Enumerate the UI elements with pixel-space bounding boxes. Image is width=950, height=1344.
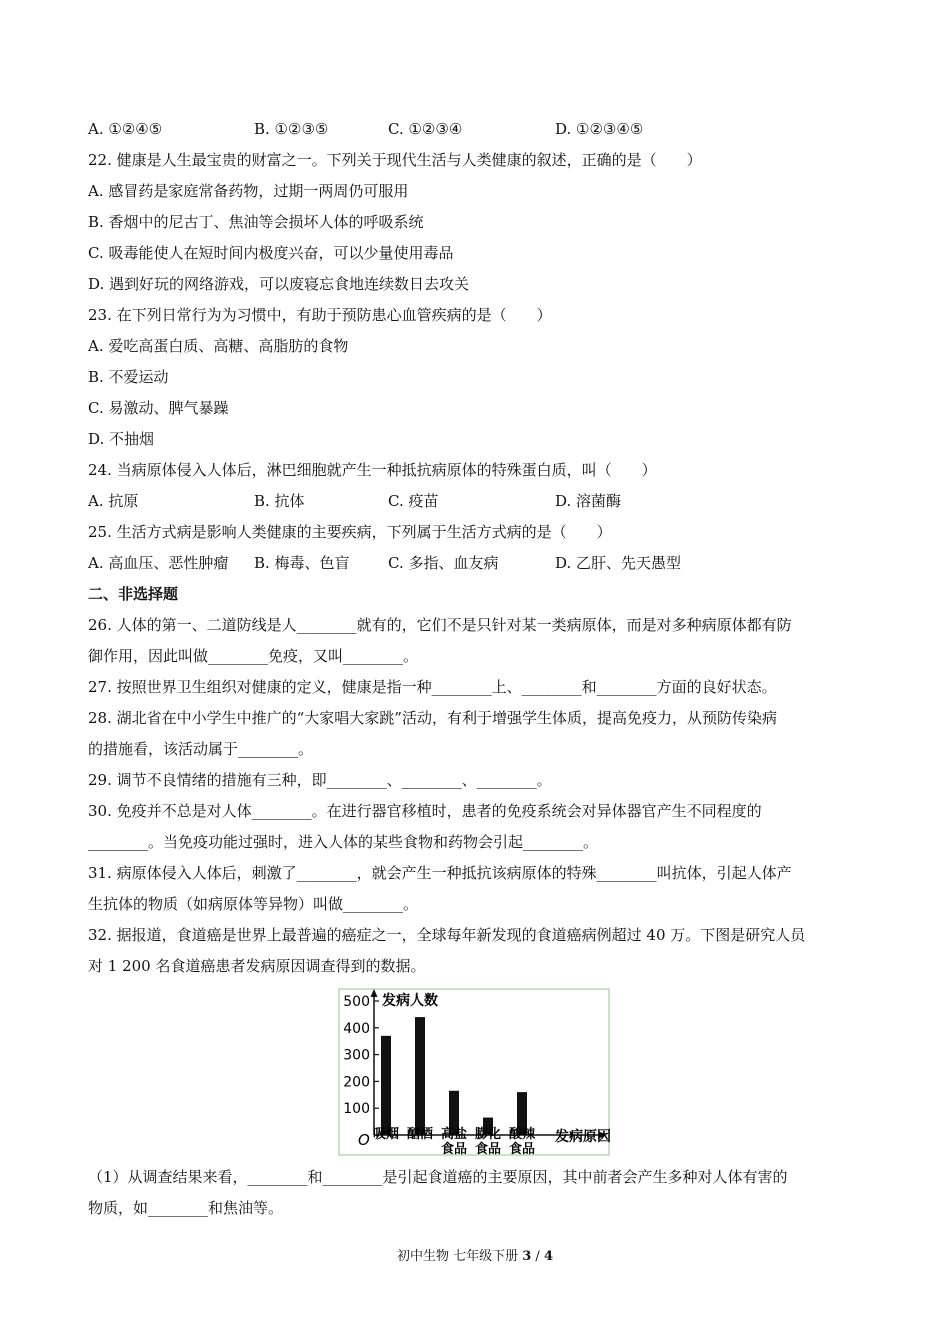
q32-line-2: 对 1 200 名食道癌患者发病原因调查得到的数据。 (88, 957, 426, 975)
q25-option-b: B. 梅毒、色盲 (254, 554, 350, 572)
q21-option-d: D. ①②③④⑤ (555, 120, 644, 138)
origin-label: O (358, 1131, 370, 1149)
q24-stem: 24. 当病原体侵入人体后，淋巴细胞就产生一种抵抗病原体的特殊蛋白质，叫（ ） (88, 461, 657, 479)
q32-1-line-2: 物质，如________和焦油等。 (88, 1199, 284, 1217)
q29-line-1: 29. 调节不良情绪的措施有三种，即________、________、________。 (88, 771, 552, 789)
q23-stem: 23. 在下列日常行为为习惯中，有助于预防患心血管疾病的是（ ） (88, 306, 552, 324)
bar (415, 1017, 425, 1135)
q22-option-a: A. 感冒药是家庭常备药物，过期一两周仍可服用 (88, 182, 409, 200)
q25-stem: 25. 生活方式病是影响人类健康的主要疾病，下列属于生活方式病的是（ ） (88, 523, 612, 541)
category-label: 高盐 (440, 1127, 468, 1142)
bar (381, 1036, 391, 1135)
bar-chart (338, 988, 610, 1156)
q22-option-b: B. 香烟中的尼古丁、焦油等会损坏人体的呼吸系统 (88, 213, 424, 231)
category-label: 吸烟 (372, 1127, 400, 1142)
q24-option-c: C. 疫苗 (388, 492, 439, 510)
bar-chart-svg (338, 988, 610, 1156)
q21-option-c: C. ①②③④ (388, 120, 463, 138)
q31-line-2: 生抗体的物质（如病原体等异物）叫做________。 (88, 895, 419, 913)
q21-options (88, 114, 868, 145)
q22-option-d: D. 遇到好玩的网络游戏，可以废寝忘食地连续数日去攻关 (88, 275, 470, 293)
q28-line-2: 的措施看，该活动属于________。 (88, 740, 314, 758)
q24-option-d: D. 溶菌酶 (555, 492, 622, 510)
category-label: 酸辣 (508, 1127, 536, 1142)
y-tick-label: 100 (343, 1101, 370, 1118)
y-tick-label: 200 (343, 1074, 370, 1091)
category-label: 酗酒 (406, 1127, 434, 1142)
category-label: 膨化 (474, 1127, 502, 1142)
q31-line-1: 31. 病原体侵入人体后，刺激了________，就会产生一种抵抗该病原体的特殊________叫抗体，引起人体产 (88, 864, 792, 882)
section-heading: 二、非选择题 (88, 585, 179, 603)
q25-options (88, 548, 868, 579)
x-axis-label: 发病原因 (555, 1129, 610, 1145)
q32-1-line-1: （1）从调查结果来看，________和________是引起食道癌的主要原因，其中前者会产生多种对人体有害的 (88, 1168, 788, 1186)
footer-sep: / (531, 1249, 544, 1264)
footer-total: 4 (543, 1249, 553, 1264)
q25-option-a: A. 高血压、恶性肿瘤 (88, 554, 229, 572)
category-label-line2: 食品 (474, 1142, 502, 1156)
q24-option-b: B. 抗体 (254, 492, 305, 510)
q30-line-2: ________。当免疫功能过强时，进入人体的某些食物和药物会引起________。 (88, 833, 599, 851)
y-tick-label: 500 (343, 994, 370, 1010)
y-axis-arrow (371, 989, 378, 997)
q22-option-c: C. 吸毒能使人在短时间内极度兴奋，可以少量使用毒品 (88, 244, 454, 262)
q30-line-1: 30. 免疫并不总是对人体________。在进行器官移植时，患者的免疫系统会对异体器官产生不同程度的 (88, 802, 762, 820)
category-label-line2: 食品 (440, 1142, 468, 1156)
q28-line-1: 28. 湖北省在中小学生中推广的“大家唱大家跳”活动，有利于增强学生体质，提高免疫力，从预防传染病 (88, 709, 777, 727)
q24-option-a: A. 抗原 (88, 492, 139, 510)
q27-line-1: 27. 按照世界卫生组织对健康的定义，健康是指一种________上、________和________方面的良好状态。 (88, 678, 777, 696)
category-label-line2: 食品 (508, 1142, 536, 1156)
q24-options (88, 486, 868, 517)
q23-option-c: C. 易激动、脾气暴躁 (88, 399, 229, 417)
q23-option-d: D. 不抽烟 (88, 430, 155, 448)
y-tick-label: 300 (343, 1047, 370, 1064)
q26-line-2: 御作用，因此叫做________免疫，又叫________。 (88, 647, 419, 665)
q32-line-1: 32. 据报道，食道癌是世界上最普遍的癌症之一，全球每年新发现的食道癌病例超过 40 万。下图是研究人员 (88, 926, 806, 944)
q26-line-1: 26. 人体的第一、二道防线是人________就有的，它们不是只针对某一类病原体，而是对多种病原体都有防 (88, 616, 792, 634)
q25-option-d: D. 乙肝、先天愚型 (555, 554, 682, 572)
page-footer (0, 1245, 950, 1264)
q23-option-a: A. 爱吃高蛋白质、高糖、高脂肪的食物 (88, 337, 349, 355)
q21-option-a: A. ①②④⑤ (88, 120, 163, 138)
q21-option-b: B. ①②③⑤ (254, 120, 329, 138)
y-tick-label: 400 (343, 1020, 370, 1037)
q23-option-b: B. 不爱运动 (88, 368, 169, 386)
footer-page: 3 (522, 1249, 532, 1264)
y-axis-label: 发病人数 (382, 993, 438, 1009)
exam-page (88, 114, 868, 982)
q25-option-c: C. 多指、血友病 (388, 554, 499, 572)
footer-text: 初中生物 七年级下册 (396, 1249, 523, 1264)
q22-stem: 22. 健康是人生最宝贵的财富之一。下列关于现代生活与人类健康的叙述，正确的是（ ） (88, 151, 702, 169)
